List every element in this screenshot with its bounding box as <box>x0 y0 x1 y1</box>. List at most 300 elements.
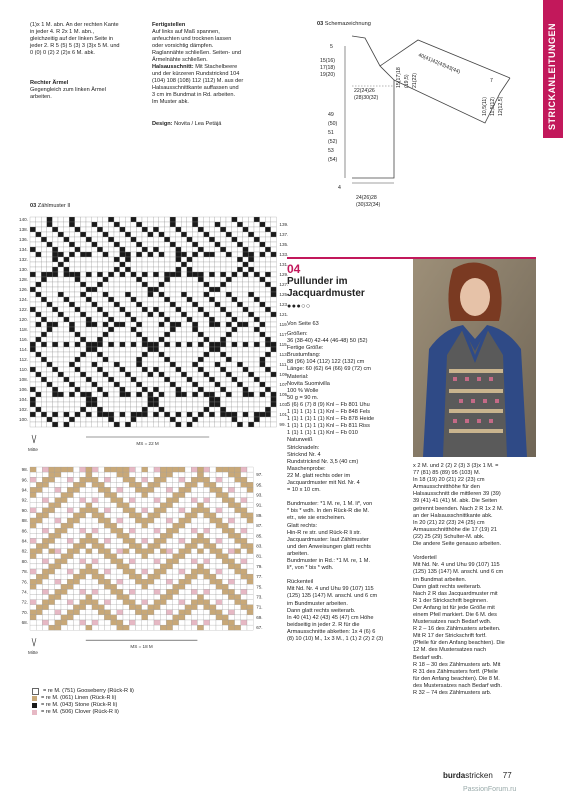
chart-cell <box>30 317 36 322</box>
chart-cell <box>148 342 154 347</box>
chart-cell <box>136 352 142 357</box>
chart-cell <box>228 477 234 482</box>
chart-cell <box>123 508 129 513</box>
chart-cell <box>123 574 129 579</box>
chart-cell <box>42 544 48 549</box>
chart-cell <box>58 337 64 342</box>
chart-cell <box>237 272 243 277</box>
chart-cell <box>98 518 104 523</box>
chart-cell <box>232 342 238 347</box>
chart-cell <box>215 222 221 227</box>
chart-cell <box>153 262 159 267</box>
chart-cell <box>181 362 187 367</box>
chart-cell <box>108 262 114 267</box>
chart-cell <box>215 402 221 407</box>
chart-cell <box>154 600 160 605</box>
chart-cell <box>80 222 86 227</box>
chart-cell <box>210 584 216 589</box>
chart-cell <box>148 584 154 589</box>
chart-cell <box>204 600 210 605</box>
chart-cell <box>64 392 70 397</box>
chart-cell <box>80 307 86 312</box>
chart-cell <box>204 227 210 232</box>
chart-cell <box>86 605 92 610</box>
chart-cell <box>226 402 232 407</box>
chart-cell <box>209 347 215 352</box>
chart-cell <box>73 472 79 477</box>
chart-cell <box>67 559 73 564</box>
chart-cell <box>191 498 197 503</box>
chart-cell <box>80 267 86 272</box>
chart-cell <box>260 422 266 427</box>
chart-cell <box>153 232 159 237</box>
chart-cell <box>243 422 249 427</box>
chart-cell <box>166 605 172 610</box>
chart-cell <box>47 347 53 352</box>
chart-cell <box>36 402 42 407</box>
chart-cell <box>220 267 226 272</box>
chart-cell <box>198 252 204 257</box>
chart-cell <box>41 322 47 327</box>
schema-label: 21(22) <box>412 73 418 88</box>
row-label-right: 95. <box>256 482 263 488</box>
chart-cell <box>148 347 154 352</box>
chart-cell <box>197 503 203 508</box>
chart-cell <box>47 342 53 347</box>
chart-cell <box>222 559 228 564</box>
chart-cell <box>166 487 172 492</box>
chart-cell <box>114 307 120 312</box>
chart-cell <box>192 372 198 377</box>
chart-cell <box>117 564 123 569</box>
pattern-title: Pullunder im Jacquardmuster <box>287 276 365 299</box>
row-label-right: 75. <box>256 584 263 590</box>
chart-cell <box>58 282 64 287</box>
chart-cell <box>73 610 79 615</box>
chart-cell <box>164 217 170 222</box>
chart-cell <box>148 523 154 528</box>
chart-cell <box>232 372 238 377</box>
chart-top-grid <box>30 217 276 427</box>
chart-cell <box>154 605 160 610</box>
chart-cell <box>187 407 193 412</box>
chart-cell <box>86 362 92 367</box>
chart-cell <box>111 559 117 564</box>
chart-cell <box>181 252 187 257</box>
chart-cell <box>215 317 221 322</box>
chart-cell <box>235 605 241 610</box>
chart-cell <box>92 472 98 477</box>
chart-cell <box>104 554 110 559</box>
chart-cell <box>61 538 67 543</box>
chart-cell <box>97 312 103 317</box>
chart-cell <box>265 362 271 367</box>
chart-cell <box>204 397 210 402</box>
chart-cell <box>215 377 221 382</box>
chart-cell <box>173 498 179 503</box>
chart-cell <box>136 322 142 327</box>
chart-cell <box>148 615 154 620</box>
chart-cell <box>30 287 36 292</box>
chart-cell <box>52 407 58 412</box>
chart-cell <box>191 523 197 528</box>
chart-cell <box>181 282 187 287</box>
chart-cell <box>92 595 98 600</box>
chart-cell <box>75 347 81 352</box>
chart-cell <box>176 352 182 357</box>
chart-cell <box>210 605 216 610</box>
chart-cell <box>185 625 191 630</box>
chart-cell <box>142 513 148 518</box>
chart-cell <box>148 533 154 538</box>
chart-cell <box>98 574 104 579</box>
chart-cell <box>148 569 154 574</box>
chart-cell <box>209 327 215 332</box>
chart-cell <box>67 482 73 487</box>
chart-cell <box>232 227 238 232</box>
chart-cell <box>187 302 193 307</box>
chart-cell <box>67 518 73 523</box>
chart-cell <box>104 498 110 503</box>
chart-cell <box>148 357 154 362</box>
chart-cell <box>117 503 123 508</box>
chart-cell <box>159 407 165 412</box>
chart-cell <box>185 574 191 579</box>
chart-cell <box>80 493 86 498</box>
chart-cell <box>30 508 36 513</box>
chart-cell <box>265 277 271 282</box>
chart-cell <box>220 362 226 367</box>
chart-cell <box>97 347 103 352</box>
chart-cell <box>191 528 197 533</box>
chart-cell <box>159 412 165 417</box>
chart-cell <box>166 554 172 559</box>
chart-cell <box>41 282 47 287</box>
chart-cell <box>117 579 123 584</box>
chart-cell <box>166 482 172 487</box>
chart-cell <box>47 297 53 302</box>
row-label-left: 128. <box>19 277 28 282</box>
chart-cell <box>111 549 117 554</box>
chart-cell <box>136 242 142 247</box>
chart-cell <box>52 387 58 392</box>
chart-cell <box>123 498 129 503</box>
chart-cell <box>47 277 53 282</box>
chart-cell <box>129 584 135 589</box>
chart-cell <box>192 322 198 327</box>
chart-cell <box>97 352 103 357</box>
chart-cell <box>80 574 86 579</box>
chart-cell <box>114 422 120 427</box>
chart-cell <box>125 317 131 322</box>
chart-cell <box>170 282 176 287</box>
chart-cell <box>142 574 148 579</box>
chart-cell <box>192 262 198 267</box>
legend-item: = re M. (506) Clover (Rück-R li) <box>32 709 134 716</box>
chart-cell <box>187 382 193 387</box>
chart-cell <box>181 422 187 427</box>
chart-cell <box>142 352 148 357</box>
chart-cell <box>73 595 79 600</box>
chart-cell <box>170 322 176 327</box>
chart-cell <box>55 533 61 538</box>
chart-cell <box>237 377 243 382</box>
chart-cell <box>86 544 92 549</box>
chart-cell <box>198 292 204 297</box>
chart-cell <box>153 327 159 332</box>
chart-cell <box>222 625 228 630</box>
chart-cell <box>173 615 179 620</box>
chart-cell <box>173 559 179 564</box>
chart-cell <box>69 337 75 342</box>
chart-cell <box>170 277 176 282</box>
chart-cell <box>103 312 109 317</box>
chart-cell <box>237 422 243 427</box>
chart-cell <box>260 287 266 292</box>
chart-cell <box>36 397 42 402</box>
chart-cell <box>148 337 154 342</box>
chart-cell <box>125 382 131 387</box>
chart-cell <box>69 372 75 377</box>
chart-cell <box>235 487 241 492</box>
chart-cell <box>67 477 73 482</box>
chart-cell <box>260 397 266 402</box>
chart-cell <box>271 307 277 312</box>
chart-cell <box>181 297 187 302</box>
chart-cell <box>142 257 148 262</box>
chart-cell <box>64 222 70 227</box>
chart-cell <box>58 217 64 222</box>
row-label-left: 136. <box>19 237 28 242</box>
chart-cell <box>226 412 232 417</box>
row-label-left: 140. <box>19 217 28 222</box>
chart-cell <box>67 513 73 518</box>
chart-cell <box>58 367 64 372</box>
chart-cell <box>204 569 210 574</box>
chart-cell <box>61 625 67 630</box>
chart-cell <box>131 392 137 397</box>
chart-cell <box>173 533 179 538</box>
chart-cell <box>204 372 210 377</box>
chart-cell <box>209 367 215 372</box>
chart-cell <box>154 503 160 508</box>
chart-cell <box>92 487 98 492</box>
chart-cell <box>204 277 210 282</box>
chart-cell <box>220 352 226 357</box>
chart-cell <box>49 538 55 543</box>
chart-cell <box>265 262 271 267</box>
chart-cell <box>153 252 159 257</box>
chart-cell <box>98 472 104 477</box>
chart-cell <box>181 262 187 267</box>
chart-cell <box>241 574 247 579</box>
chart-cell <box>131 242 137 247</box>
chart-cell <box>111 533 117 538</box>
chart-cell <box>75 417 81 422</box>
chart-cell <box>220 377 226 382</box>
chart-cell <box>210 610 216 615</box>
row-label-right: 129. <box>279 272 289 277</box>
chart-cell <box>117 559 123 564</box>
chart-cell <box>164 272 170 277</box>
chart-cell <box>135 605 141 610</box>
chart-cell <box>237 382 243 387</box>
chart-cell <box>123 610 129 615</box>
chart-cell <box>61 554 67 559</box>
chart-cell <box>176 307 182 312</box>
chart-cell <box>75 422 81 427</box>
chart-cell <box>131 417 137 422</box>
chart-cell <box>179 625 185 630</box>
chart-cell <box>36 347 42 352</box>
chart-cell <box>55 493 61 498</box>
chart-cell <box>187 337 193 342</box>
chart-cell <box>232 347 238 352</box>
chart-cell <box>49 569 55 574</box>
chart-cell <box>166 528 172 533</box>
chart-cell <box>160 564 166 569</box>
chart-cell <box>104 595 110 600</box>
chart-cell <box>75 257 81 262</box>
chart-cell <box>136 362 142 367</box>
chart-cell <box>179 523 185 528</box>
chart-cell <box>97 277 103 282</box>
chart-cell <box>179 513 185 518</box>
chart-cell <box>49 625 55 630</box>
chart-cell <box>69 327 75 332</box>
chart-cell <box>111 564 117 569</box>
chart-cell <box>86 564 92 569</box>
chart-cell <box>220 332 226 337</box>
chart-cell <box>64 342 70 347</box>
row-label-right: 67. <box>256 625 263 631</box>
chart-cell <box>64 312 70 317</box>
chart-cell <box>187 377 193 382</box>
chart-cell <box>52 307 58 312</box>
chart-cell <box>64 232 70 237</box>
row-label-left: 106. <box>19 387 28 392</box>
chart-cell <box>148 513 154 518</box>
chart-cell <box>192 307 198 312</box>
chart-cell <box>166 472 172 477</box>
chart-cell <box>30 523 36 528</box>
chart-cell <box>36 237 42 242</box>
chart-cell <box>92 302 98 307</box>
chart-cell <box>42 605 48 610</box>
chart-cell <box>179 559 185 564</box>
chart-cell <box>187 347 193 352</box>
chart-cell <box>241 595 247 600</box>
chart-cell <box>73 544 79 549</box>
chart-cell <box>198 387 204 392</box>
chart-cell <box>228 569 234 574</box>
chart-cell <box>111 544 117 549</box>
chart-cell <box>222 503 228 508</box>
chart-cell <box>73 533 79 538</box>
chart-cell <box>173 467 179 472</box>
chart-cell <box>103 242 109 247</box>
chart-cell <box>58 297 64 302</box>
chart-cell <box>204 342 210 347</box>
chart-cell <box>75 302 81 307</box>
chart-cell <box>254 227 260 232</box>
chart-cell <box>248 282 254 287</box>
chart-cell <box>131 257 137 262</box>
chart-cell <box>160 600 166 605</box>
chart-cell <box>103 362 109 367</box>
chart-cell <box>49 523 55 528</box>
chart-cell <box>75 342 81 347</box>
chart-cell <box>198 312 204 317</box>
chart-cell <box>69 342 75 347</box>
chart-cell <box>164 422 170 427</box>
chart-cell <box>237 402 243 407</box>
chart-cell <box>237 242 243 247</box>
chart-cell <box>185 467 191 472</box>
chart-cell <box>176 242 182 247</box>
chart-cell <box>131 327 137 332</box>
chart-cell <box>75 377 81 382</box>
chart-cell <box>114 237 120 242</box>
chart-cell <box>30 533 36 538</box>
chart-cell <box>131 382 137 387</box>
chart-cell <box>226 392 232 397</box>
chart-cell <box>86 392 92 397</box>
chart-cell <box>148 267 154 272</box>
chart-cell <box>237 347 243 352</box>
chart-cell <box>215 407 221 412</box>
chart-cell <box>92 287 98 292</box>
chart-cell <box>69 367 75 372</box>
chart-cell <box>136 397 142 402</box>
chart-cell <box>271 402 277 407</box>
chart-cell <box>80 357 86 362</box>
chart-cell <box>92 412 98 417</box>
chart-cell <box>198 217 204 222</box>
chart-cell <box>92 402 98 407</box>
chart-cell <box>204 422 210 427</box>
chart-cell <box>41 242 47 247</box>
chart-cell <box>228 493 234 498</box>
chart-cell <box>226 352 232 357</box>
chart-cell <box>131 287 137 292</box>
chart-cell <box>265 382 271 387</box>
chart-cell <box>237 262 243 267</box>
chart-cell <box>187 227 193 232</box>
chart-cell <box>185 559 191 564</box>
chart-cell <box>52 302 58 307</box>
chart-cell <box>271 382 277 387</box>
chart-cell <box>41 217 47 222</box>
chart-cell <box>235 600 241 605</box>
size-reference: Von Seite 63 <box>287 321 319 327</box>
chart-cell <box>69 402 75 407</box>
chart-cell <box>209 422 215 427</box>
chart-cell <box>52 342 58 347</box>
chart-cell <box>97 392 103 397</box>
chart-cell <box>47 337 53 342</box>
chart-cell <box>153 222 159 227</box>
chart-cell <box>148 589 154 594</box>
chart-cell <box>226 252 232 257</box>
chart-cell <box>41 387 47 392</box>
chart-cell <box>241 467 247 472</box>
chart-cell <box>222 538 228 543</box>
chart-cell <box>55 472 61 477</box>
chart-cell <box>114 407 120 412</box>
chart-cell <box>148 352 154 357</box>
chart-cell <box>241 579 247 584</box>
